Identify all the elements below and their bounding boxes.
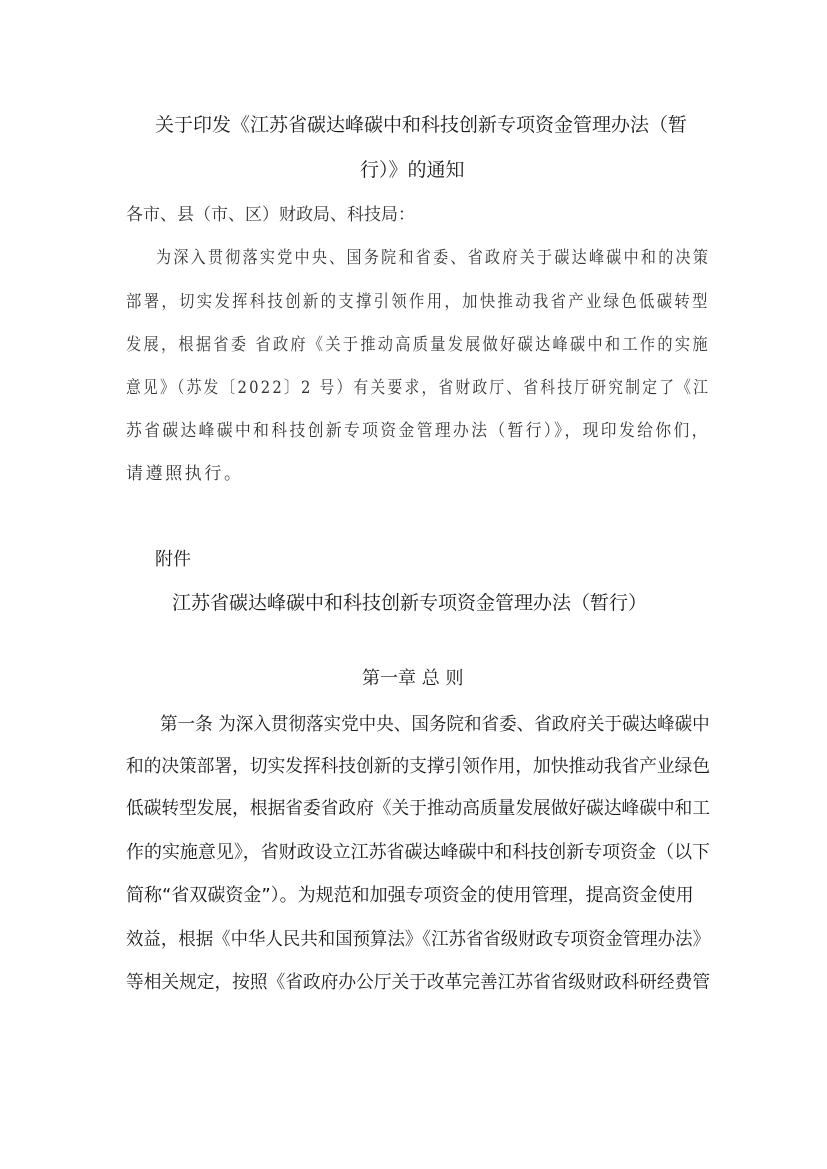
notice-body-line-2: 部署，切实发挥科技创新的支撑引领作用，加快推动我省产业绿色低碳转型 bbox=[126, 292, 710, 312]
article-line-3: 低碳转型发展，根据省委省政府《关于推动高质量发展做好碳达峰碳中和工 bbox=[126, 798, 711, 819]
article-line-4: 作的实施意见》，省财政设立江苏省碳达峰碳中和科技创新专项资金（以下 bbox=[126, 842, 711, 863]
notice-title-line-2: 行）》的通知 bbox=[360, 159, 465, 181]
article-line-2: 和的决策部署，切实发挥科技创新的支撑引领作用，加快推动我省产业绿色 bbox=[126, 756, 711, 777]
notice-body-line-6: 请遵照执行。 bbox=[126, 464, 244, 484]
attachment-label: 附件 bbox=[155, 549, 191, 570]
article-line-1: 第一条 为深入贯彻落实党中央、国务院和省委、省政府关于碳达峰碳中 bbox=[160, 714, 710, 735]
notice-body-line-1: 为深入贯彻落实党中央、国务院和省委、省政府关于碳达峰碳中和的决策 bbox=[156, 248, 711, 268]
chapter-heading: 第一章 总 则 bbox=[362, 668, 464, 689]
article-line-6: 效益，根据《中华人民共和国预算法》《江苏省省级财政专项资金管理办法》 bbox=[126, 929, 711, 950]
notice-title-line-1: 关于印发《江苏省碳达峰碳中和科技创新专项资金管理办法（暂 bbox=[155, 114, 688, 136]
article-line-7: 等相关规定，按照《省政府办公厅关于改革完善江苏省省级财政科研经费管 bbox=[126, 972, 711, 993]
notice-body-line-5: 苏省碳达峰碳中和科技创新专项资金管理办法（暂行）》，现印发给你们， bbox=[126, 421, 710, 441]
notice-body-line-4: 意见》（苏发〔2022〕2 号）有关要求，省财政厅、省科技厅研究制定了《江 bbox=[126, 378, 711, 398]
salutation: 各市、县（市、区）财政局、科技局： bbox=[126, 205, 415, 225]
attachment-title: 江苏省碳达峰碳中和科技创新专项资金管理办法（暂行） bbox=[172, 592, 648, 614]
notice-body-line-3: 发展，根据省委 省政府《关于推动高质量发展做好碳达峰碳中和工作的实施 bbox=[126, 335, 710, 355]
article-line-5: 简称“省双碳资金”）。为规范和加强专项资金的使用管理，提高资金使用 bbox=[126, 885, 694, 906]
